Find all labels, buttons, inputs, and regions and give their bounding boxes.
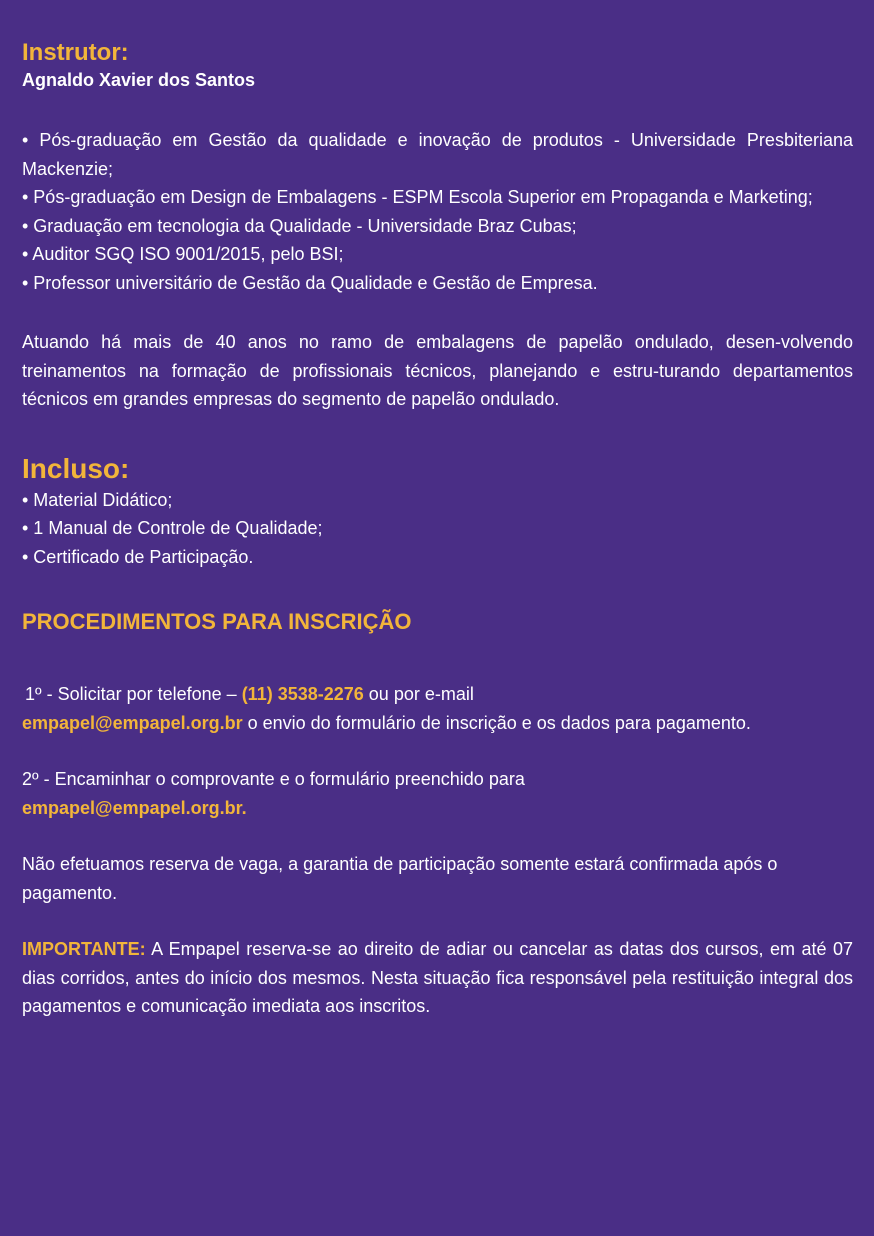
important-label: IMPORTANTE: — [22, 939, 146, 959]
qualifications-list — [22, 126, 853, 297]
instructor-bio: Atuando há mais de 40 anos no ramo de embalagens de papelão ondulado, desen-volvendo treinamentos na formação de profissionais técnicos, planejando e estru-turando departamentos técnicos em grandes empresas do segmento de papelão ondulado. — [22, 332, 853, 409]
important-note — [22, 935, 853, 1021]
step-2-text: 2º - Encaminhar o comprovante e o formulário preenchido para — [22, 769, 525, 789]
list-item: • Graduação em tecnologia da Qualidade - Universidade Braz Cubas; — [22, 215, 577, 236]
important-text: A Empapel reserva-se ao direito de adiar ou cancelar as datas dos cursos, em até 07 dias corridos, antes do início dos mesmos. Nesta situação fica responsável pela restituição integral dos pagamentos e comunicação imediata aos inscritos. — [22, 939, 853, 1016]
list-item: • Professor universitário de Gestão da Qualidade e Gestão de Empresa. — [22, 272, 598, 293]
instructor-heading: Instrutor: — [22, 39, 129, 66]
incluso-list — [22, 486, 853, 572]
list-item: • Certificado de Participação. — [22, 546, 254, 567]
email-link[interactable]: empapel@empapel.org.br. — [22, 797, 247, 818]
step-2 — [22, 765, 853, 822]
phone-number: (11) 3538-2276 — [241, 684, 364, 704]
email-link[interactable]: empapel@empapel.org.br — [22, 712, 243, 733]
step-1-middle: ou por e-mail — [363, 684, 474, 704]
instructor-name: Agnaldo Xavier dos Santos — [22, 70, 256, 90]
step-1-suffix: o envio do formulário de inscrição e os dados para pagamento. — [242, 712, 751, 733]
list-item: • Pós-graduação em Gestão da qualidade e inovação de produtos - Universidade Presbiteriana Mackenzie; — [22, 130, 853, 179]
reservation-note: Não efetuamos reserva de vaga, a garantia de participação somente estará confirmada após o pagamento. — [22, 854, 778, 903]
step-1 — [22, 680, 853, 737]
step-1-prefix: 1º - Solicitar por telefone – — [25, 684, 242, 704]
procedures-heading: PROCEDIMENTOS PARA INSCRIÇÃO — [22, 609, 412, 634]
incluso-heading: Incluso: — [22, 452, 130, 484]
list-item: • 1 Manual de Controle de Qualidade; — [22, 518, 323, 538]
list-item: • Pós-graduação em Design de Embalagens - ESPM Escola Superior em Propaganda e Marketing; — [22, 187, 813, 207]
list-item: • Auditor SGQ ISO 9001/2015, pelo BSI; — [22, 244, 344, 264]
document-page — [22, 38, 853, 1021]
list-item: • Material Didático; — [22, 489, 173, 510]
